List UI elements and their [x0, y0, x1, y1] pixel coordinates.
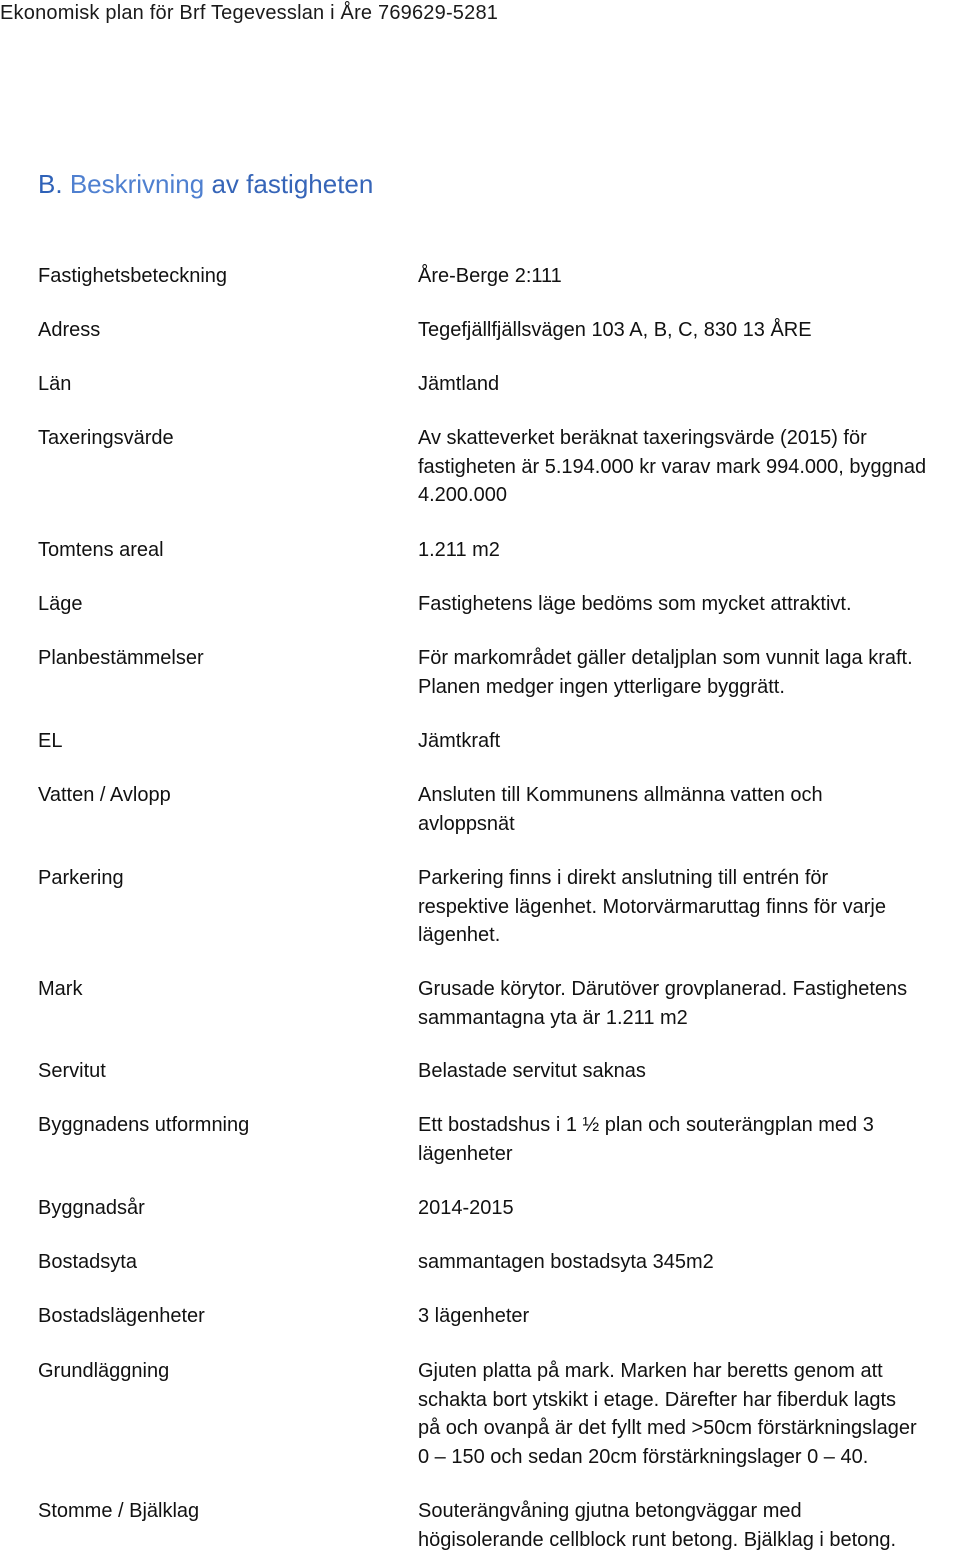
- property-label: Byggnadsår: [38, 1197, 145, 1219]
- property-value: Belastade servitut saknas: [418, 1060, 646, 1082]
- section-title-part1: Beskrivning: [69, 169, 205, 199]
- property-label: Vatten / Avlopp: [38, 784, 171, 806]
- section-title-part2: av fastigheten: [211, 169, 374, 199]
- property-label: Mark: [38, 978, 83, 1000]
- property-value: Ansluten till Kommunens allmänna vatten och avloppsnät: [418, 784, 823, 835]
- property-value: Parkering finns i direkt anslutning till entrén för respektive lägenhet. Motorvärmaruttag finns för varje lägenhet.: [418, 867, 886, 946]
- property-value: Souterängvåning gjutna betongväggar med högisolerande cellblock runt betong. Bjälklag i betong.: [418, 1500, 897, 1551]
- property-value: Grusade körytor. Därutöver grovplanerad. Fastighetens sammantagna yta är 1.211 m2: [418, 978, 908, 1029]
- property-value: Av skatteverket beräknat taxeringsvärde (2015) för fastigheten är 5.194.000 kr varav mark 994.000, byggnad 4.200.000: [418, 427, 927, 506]
- property-label: Servitut: [38, 1060, 106, 1082]
- property-value: Fastighetens läge bedöms som mycket attraktivt.: [418, 593, 852, 615]
- property-label: Län: [38, 373, 72, 395]
- property-value: 2014-2015: [418, 1197, 514, 1219]
- property-value: sammantagen bostadsyta 345m2: [418, 1251, 714, 1273]
- section-title: [38, 169, 373, 200]
- property-label: Planbestämmelser: [38, 647, 204, 669]
- property-value: Jämtkraft: [418, 730, 501, 752]
- property-label: Adress: [38, 319, 101, 341]
- property-label: Bostadsyta: [38, 1251, 137, 1273]
- property-label: Grundläggning: [38, 1360, 170, 1382]
- property-label: Taxeringsvärde: [38, 427, 174, 449]
- property-value: Ett bostadshus i 1 ½ plan och souterängplan med 3 lägenheter: [418, 1114, 874, 1165]
- property-value: Tegefjällfjällsvägen 103 A, B, C, 830 13 ÅRE: [418, 319, 812, 341]
- property-label: EL: [38, 730, 63, 752]
- property-label: Läge: [38, 593, 83, 615]
- property-value: Gjuten platta på mark. Marken har beretts genom att schakta bort ytskikt i etage. Därefter har fiberduk lagts på och ovanpå är det fyllt med >50cm förstärkningslager 0 – 150 och sedan 20cm förstärkningslager 0 – 40.: [418, 1360, 917, 1468]
- property-label: Parkering: [38, 867, 124, 889]
- property-value: För markområdet gäller detaljplan som vunnit laga kraft. Planen medger ingen ytterligare byggrätt.: [418, 647, 913, 698]
- property-value: 3 lägenheter: [418, 1305, 530, 1327]
- property-label: Bostadslägenheter: [38, 1305, 205, 1327]
- section-number: B.: [38, 169, 63, 199]
- property-label: Fastighetsbeteckning: [38, 265, 228, 287]
- property-label: Tomtens areal: [38, 539, 164, 561]
- property-value: 1.211 m2: [418, 539, 500, 561]
- property-value: Åre-Berge 2:111: [418, 265, 562, 287]
- property-label: Stomme / Bjälklag: [38, 1500, 200, 1522]
- property-label: Byggnadens utformning: [38, 1114, 250, 1136]
- document-header: Ekonomisk plan för Brf Tegevesslan i Åre 769629-5281: [0, 2, 499, 24]
- property-value: Jämtland: [418, 373, 500, 395]
